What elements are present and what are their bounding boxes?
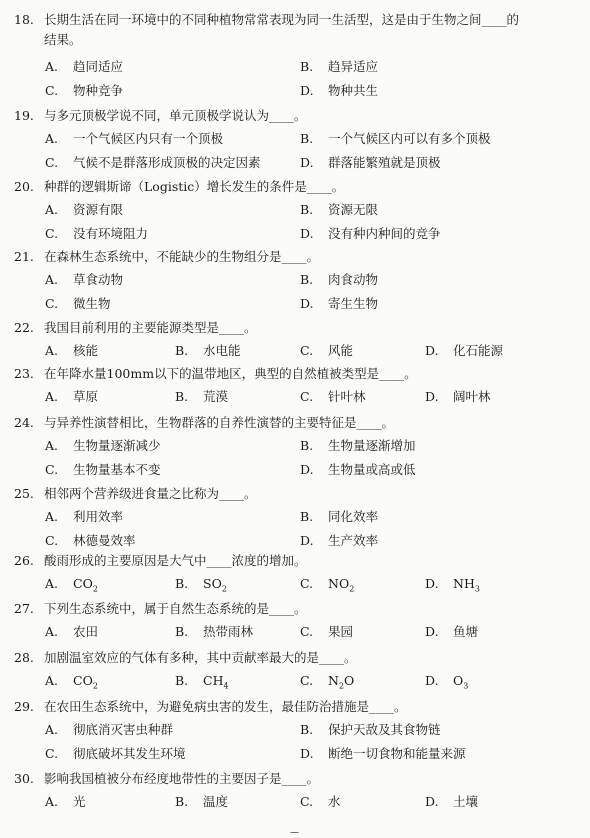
- option-text: 彻底消灭害虫种群: [73, 722, 174, 737]
- answer-option[interactable]: [300, 437, 416, 455]
- answer-option[interactable]: [175, 575, 227, 593]
- option-letter: C.: [45, 533, 59, 548]
- answer-option[interactable]: [45, 745, 186, 763]
- answer-option[interactable]: [45, 721, 173, 739]
- option-letter: B.: [175, 673, 189, 688]
- option-subscript: 3: [463, 681, 469, 691]
- question-text: 与异养性演替相比，生物群落的自养性演替的主要特征是____。: [44, 415, 395, 430]
- option-text: 生物量逐渐减少: [73, 438, 161, 453]
- answer-option[interactable]: [300, 461, 416, 479]
- option-text: 农田: [73, 624, 99, 639]
- option-letter: A.: [45, 576, 59, 591]
- option-text: 一个气候区内可以有多个顶极: [328, 131, 491, 146]
- answer-option[interactable]: [45, 58, 123, 76]
- option-letter: C.: [300, 576, 314, 591]
- option-text: 生物量基本不变: [73, 462, 161, 477]
- option-text: 林德曼效率: [73, 533, 136, 548]
- option-letter: B.: [175, 794, 189, 809]
- option-subscript: 2: [338, 681, 345, 691]
- question-number: 25.: [14, 486, 34, 501]
- option-letter: D.: [300, 746, 314, 761]
- answer-option[interactable]: [175, 793, 228, 811]
- option-letter: C.: [45, 746, 59, 761]
- option-text: 风能: [328, 343, 354, 358]
- option-letter: B.: [175, 624, 189, 639]
- question-stem: [14, 106, 586, 125]
- option-text: 没有环境阻力: [73, 226, 149, 241]
- question-number: 22.: [14, 320, 34, 335]
- option-letter: D.: [300, 533, 314, 548]
- answer-option[interactable]: [300, 342, 353, 360]
- answer-option[interactable]: [175, 672, 229, 690]
- answer-option[interactable]: [175, 342, 241, 360]
- question-stem: [14, 10, 586, 29]
- question-stem: [14, 177, 586, 196]
- option-text: 光: [73, 794, 86, 809]
- option-letter: C.: [300, 389, 314, 404]
- question-number: 30.: [14, 771, 34, 786]
- option-text: 保护天敌及其食物链: [328, 722, 441, 737]
- option-text: NO: [328, 576, 350, 591]
- question-stem: [14, 697, 586, 716]
- option-text: SO: [203, 576, 222, 591]
- option-letter: A.: [45, 624, 59, 639]
- option-text: O: [453, 673, 464, 688]
- option-text: 阔叶林: [453, 389, 491, 404]
- option-letter: C.: [300, 673, 314, 688]
- answer-option[interactable]: [300, 745, 466, 763]
- option-letter: C.: [300, 794, 314, 809]
- option-letter: D.: [300, 83, 314, 98]
- option-text: 资源有限: [73, 202, 124, 217]
- option-letter: C.: [45, 83, 59, 98]
- option-text: 断绝一切食物和能量来源: [328, 746, 466, 761]
- option-text: 彻底破坏其发生环境: [73, 746, 186, 761]
- option-text: 核能: [73, 343, 99, 358]
- option-letter: C.: [45, 296, 59, 311]
- answer-option[interactable]: [425, 575, 480, 593]
- answer-option[interactable]: [425, 623, 478, 641]
- option-text: 果园: [328, 624, 354, 639]
- option-subscript: 2: [92, 681, 98, 691]
- answer-option[interactable]: [300, 82, 378, 100]
- answer-option[interactable]: [300, 201, 378, 219]
- question-number: 18.: [14, 12, 34, 27]
- answer-option[interactable]: [300, 672, 354, 690]
- answer-option[interactable]: [300, 793, 341, 811]
- answer-option[interactable]: [45, 575, 98, 593]
- option-text: 荒漠: [203, 389, 229, 404]
- question-number: 29.: [14, 699, 34, 714]
- option-letter: D.: [425, 343, 439, 358]
- option-text: 群落能繁殖就是顶极: [328, 155, 441, 170]
- option-subscript: 2: [349, 584, 355, 594]
- option-text: 针叶林: [328, 389, 366, 404]
- option-text: 水电能: [203, 343, 241, 358]
- option-text: 物种竞争: [73, 83, 124, 98]
- option-text: 物种共生: [328, 83, 379, 98]
- answer-option[interactable]: [300, 388, 366, 406]
- option-letter: C.: [45, 155, 59, 170]
- option-letter: B.: [300, 509, 314, 524]
- option-letter: B.: [175, 343, 189, 358]
- answer-option[interactable]: [45, 672, 98, 690]
- option-letter: C.: [45, 462, 59, 477]
- question-number: 28.: [14, 650, 34, 665]
- option-letter: C.: [300, 624, 314, 639]
- option-letter: A.: [45, 389, 59, 404]
- option-subscript: 2: [221, 584, 227, 594]
- option-subscript: 4: [223, 681, 229, 691]
- option-letter: A.: [45, 59, 59, 74]
- question-text: 酸雨形成的主要原因是大气中____浓度的增加。: [44, 553, 307, 568]
- option-text: 同化效率: [328, 509, 379, 524]
- option-letter: C.: [300, 343, 314, 358]
- option-letter: A.: [45, 509, 59, 524]
- option-text: 生物量或高或低: [328, 462, 416, 477]
- option-letter: D.: [425, 389, 439, 404]
- option-letter: D.: [300, 296, 314, 311]
- answer-option[interactable]: [300, 575, 354, 593]
- option-text: 肉食动物: [328, 272, 379, 287]
- option-text: 热带雨林: [203, 624, 254, 639]
- option-letter: D.: [425, 794, 439, 809]
- option-letter: A.: [45, 438, 59, 453]
- question-stem: [14, 413, 586, 432]
- answer-option[interactable]: [300, 508, 378, 526]
- answer-option[interactable]: [45, 130, 223, 148]
- question-stem: [14, 247, 586, 266]
- option-letter: B.: [300, 131, 314, 146]
- answer-option[interactable]: [425, 672, 468, 690]
- question-text: 下列生态系统中，属于自然生态系统的是____。: [44, 601, 307, 616]
- option-letter: D.: [300, 462, 314, 477]
- answer-option[interactable]: [45, 225, 148, 243]
- answer-option[interactable]: [45, 508, 123, 526]
- answer-option[interactable]: [45, 437, 161, 455]
- option-subscript: 3: [474, 584, 480, 594]
- question-stem: [14, 599, 586, 618]
- page-number: —: [290, 828, 299, 838]
- option-text: 没有种内种间的竞争: [328, 226, 441, 241]
- option-letter: A.: [45, 722, 59, 737]
- question-number: 20.: [14, 179, 34, 194]
- option-text: 一个气候区内只有一个顶极: [73, 131, 224, 146]
- option-text: 草食动物: [73, 272, 124, 287]
- option-text: 水: [328, 794, 341, 809]
- option-letter: B.: [300, 202, 314, 217]
- option-letter: A.: [45, 202, 59, 217]
- option-letter: B.: [300, 722, 314, 737]
- option-text-tail: O: [344, 673, 355, 688]
- question-number: 27.: [14, 601, 34, 616]
- answer-option[interactable]: [45, 623, 98, 641]
- question-stem: [14, 318, 586, 337]
- answer-option[interactable]: [45, 793, 86, 811]
- option-letter: D.: [300, 226, 314, 241]
- question-number: 21.: [14, 249, 34, 264]
- option-letter: B.: [300, 438, 314, 453]
- option-text: 趋异适应: [328, 59, 379, 74]
- question-text: 相邻两个营养级进食量之比称为____。: [44, 486, 257, 501]
- question-text: 我国目前利用的主要能源类型是____。: [44, 320, 257, 335]
- option-letter: A.: [45, 673, 59, 688]
- question-text-continued: 结果。: [44, 32, 82, 47]
- option-text: CO: [73, 576, 93, 591]
- option-text: 化石能源: [453, 343, 504, 358]
- option-text: CO: [73, 673, 93, 688]
- answer-option[interactable]: [425, 793, 478, 811]
- option-letter: A.: [45, 131, 59, 146]
- answer-option[interactable]: [175, 623, 253, 641]
- question-text: 与多元顶极学说不同，单元顶极学说认为____。: [44, 108, 307, 123]
- option-letter: B.: [175, 576, 189, 591]
- answer-option[interactable]: [45, 388, 98, 406]
- answer-option[interactable]: [45, 271, 123, 289]
- question-text: 影响我国植被分布经度地带性的主要因子是____。: [44, 771, 320, 786]
- answer-option[interactable]: [300, 295, 378, 313]
- option-letter: D.: [425, 624, 439, 639]
- answer-option[interactable]: [300, 130, 491, 148]
- answer-option[interactable]: [300, 532, 378, 550]
- answer-option[interactable]: [45, 532, 136, 550]
- question-text: 在森林生态系统中，不能缺少的生物组分是____。: [44, 249, 320, 264]
- option-letter: B.: [300, 59, 314, 74]
- question-text: 在年降水量100mm以下的温带地区，典型的自然植被类型是____。: [44, 366, 417, 381]
- option-letter: D.: [425, 576, 439, 591]
- option-text: 微生物: [73, 296, 111, 311]
- option-letter: D.: [300, 155, 314, 170]
- option-text: 利用效率: [73, 509, 124, 524]
- answer-option[interactable]: [300, 154, 441, 172]
- option-letter: B.: [300, 272, 314, 287]
- question-text: 长期生活在同一环境中的不同种植物常常表现为同一生活型，这是由于生物之间____的: [44, 12, 520, 27]
- question-number: 23.: [14, 366, 34, 381]
- option-text: 生物量逐渐增加: [328, 438, 416, 453]
- question-stem: [14, 364, 586, 383]
- option-text: 趋同适应: [73, 59, 124, 74]
- option-text: 气候不是群落形成顶极的决定因素: [73, 155, 261, 170]
- answer-option[interactable]: [425, 388, 491, 406]
- option-text: 鱼塘: [453, 624, 479, 639]
- answer-option[interactable]: [425, 342, 503, 360]
- answer-option[interactable]: [175, 388, 228, 406]
- answer-option[interactable]: [45, 201, 123, 219]
- question-number: 24.: [14, 415, 34, 430]
- option-text: 资源无限: [328, 202, 379, 217]
- question-text: 种群的逻辑斯谛（Logistic）增长发生的条件是____。: [44, 179, 345, 194]
- answer-option[interactable]: [300, 58, 378, 76]
- option-letter: D.: [425, 673, 439, 688]
- question-number: 26.: [14, 553, 34, 568]
- question-stem: [14, 769, 586, 788]
- option-text: 草原: [73, 389, 99, 404]
- answer-option[interactable]: [45, 82, 123, 100]
- answer-option[interactable]: [300, 721, 441, 739]
- option-letter: A.: [45, 794, 59, 809]
- question-stem: [14, 648, 586, 667]
- option-letter: A.: [45, 272, 59, 287]
- option-text: 土壤: [453, 794, 479, 809]
- option-text: 生产效率: [328, 533, 379, 548]
- option-text: 温度: [203, 794, 229, 809]
- option-subscript: 2: [92, 584, 98, 594]
- option-text: CH: [203, 673, 224, 688]
- answer-option[interactable]: [45, 461, 161, 479]
- option-letter: A.: [45, 343, 59, 358]
- option-letter: C.: [45, 226, 59, 241]
- question-stem: [14, 484, 586, 503]
- answer-option[interactable]: [300, 623, 353, 641]
- option-text: NH: [453, 576, 475, 591]
- answer-option[interactable]: [300, 225, 441, 243]
- option-letter: B.: [175, 389, 189, 404]
- answer-option[interactable]: [45, 342, 98, 360]
- question-stem: [14, 551, 586, 570]
- answer-option[interactable]: [45, 154, 261, 172]
- question-number: 19.: [14, 108, 34, 123]
- question-text: 加剧温室效应的气体有多种，其中贡献率最大的是____。: [44, 650, 357, 665]
- answer-option[interactable]: [300, 271, 378, 289]
- question-text: 在农田生态系统中，为避免病虫害的发生，最佳防治措施是____。: [44, 699, 407, 714]
- option-text: 寄生生物: [328, 296, 379, 311]
- answer-option[interactable]: [45, 295, 111, 313]
- option-text: N: [328, 673, 339, 688]
